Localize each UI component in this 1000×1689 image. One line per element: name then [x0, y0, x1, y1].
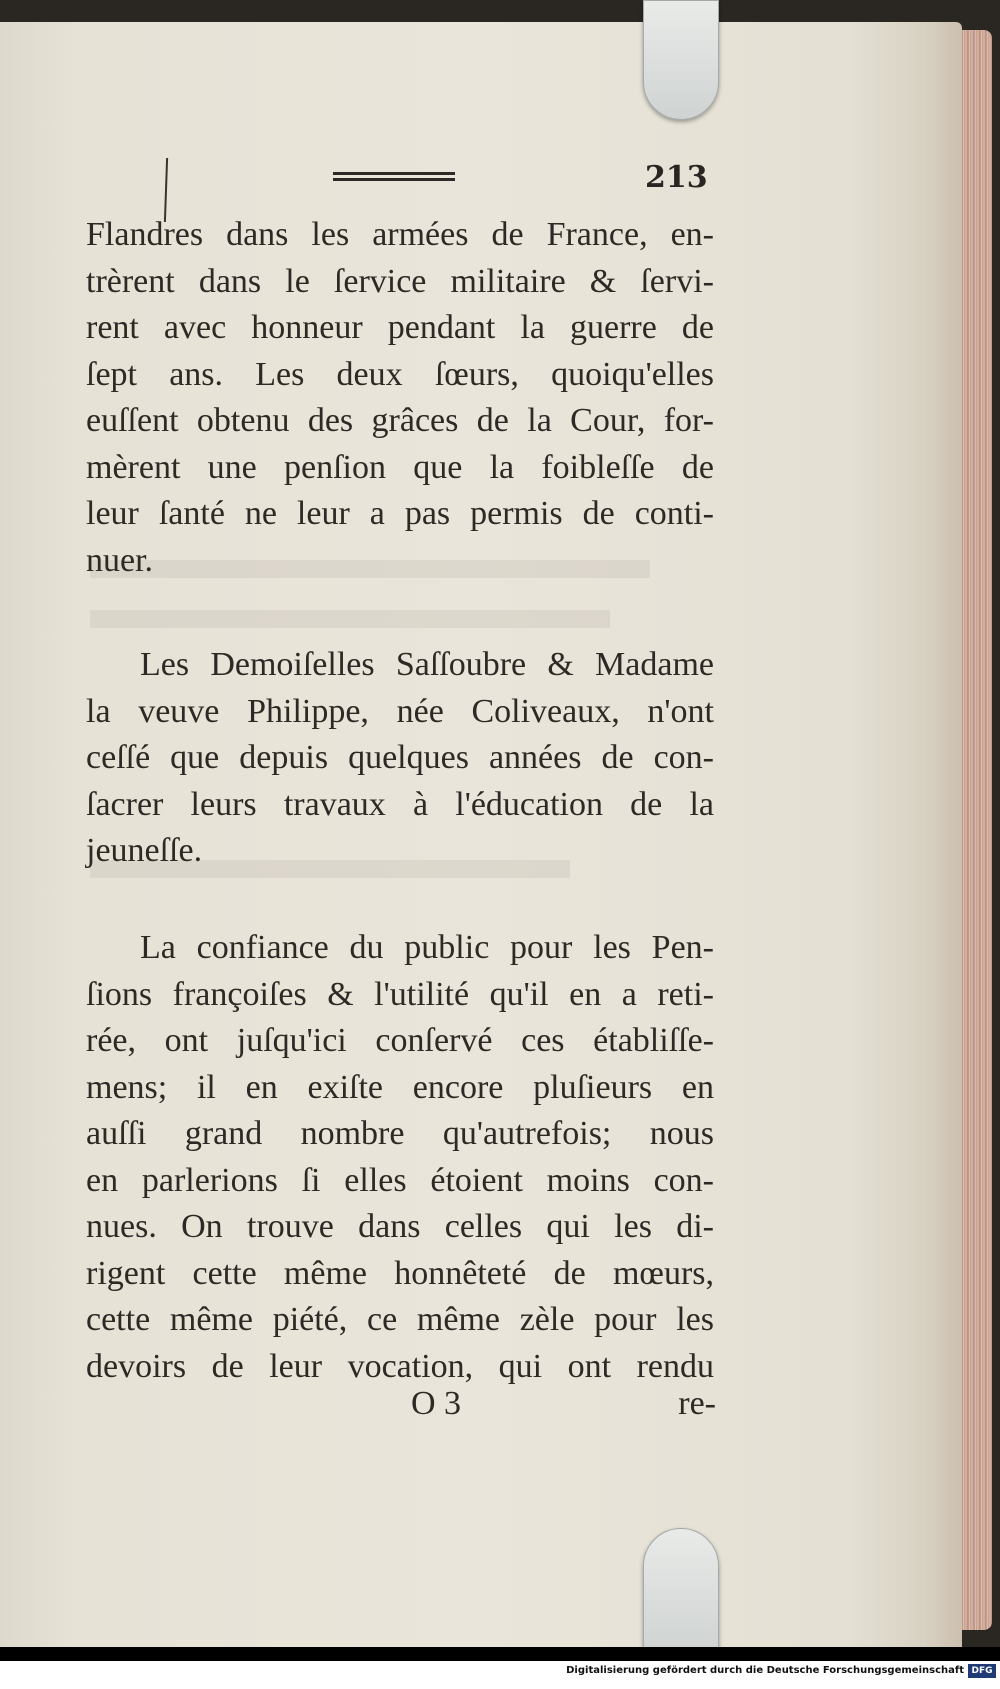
text-line: rigent cette même honnêteté de mœurs, [86, 1254, 714, 1292]
text-line: nues. On trouve dans celles qui les di- [86, 1208, 714, 1245]
text-line: La confiance du public pour les Pen- [140, 929, 714, 966]
text-line: rée, ont juſqu'ici conſervé ces établiſſe- [86, 1022, 714, 1059]
header-rule [333, 172, 455, 184]
text-line: cette même piété, ce même zèle pour les [86, 1301, 714, 1338]
text-line: leur ſanté ne leur a pas permis de conti- [86, 495, 714, 532]
text-line: mens; il en exiſte encore pluſieurs en [86, 1068, 714, 1106]
paragraph-1 [86, 212, 714, 584]
text-line: devoirs de leur vocation, qui ont rendu [86, 1347, 714, 1385]
text-line: ſacrer leurs travaux à l'éducation de la [86, 785, 714, 823]
text-line: en parlerions ſi elles étoient moins con- [86, 1161, 714, 1199]
funding-credit: Digitalisierung gefördert durch die Deutsche Forschungsgemeinschaft [566, 1665, 964, 1676]
text-line: Flandres dans les armées de France, en- [86, 216, 714, 253]
catchword: re- [678, 1385, 716, 1422]
text-line: la veuve Philippe, née Coliveaux, n'ont [86, 692, 714, 730]
text-line: ceſſé que depuis quelques années de con- [86, 739, 714, 776]
signature-mark: O 3 [411, 1385, 462, 1422]
text-line: euſſent obtenu des grâces de la Cour, for- [86, 402, 714, 439]
text-line: ſept ans. Les deux ſœurs, quoiqu'elles [86, 355, 714, 393]
text-line: nuer. [86, 541, 154, 579]
bleed-through [90, 610, 610, 628]
scan-bottom-edge [0, 1647, 1000, 1661]
page-clip-top [643, 0, 719, 120]
text-line: Les Demoiſelles Saſſoubre & Madame [140, 646, 714, 683]
paragraph-3 [86, 925, 714, 1390]
text-line: trèrent dans le ſervice militaire & ſervi- [86, 262, 714, 300]
dfg-logo: DFG [968, 1664, 996, 1678]
text-line: ſions françoiſes & l'utilité qu'il en a reti- [86, 975, 714, 1013]
page-clip-bottom [643, 1528, 719, 1652]
text-line: jeuneſſe. [86, 832, 203, 869]
paragraph-2 [86, 642, 714, 875]
page-number: 213 [645, 160, 708, 195]
text-line: auſſi grand nombre qu'autrefois; nous [86, 1115, 714, 1152]
text-line: rent avec honneur pendant la guerre de [86, 309, 714, 346]
text-line: mèrent une penſion que la foibleſſe de [86, 448, 714, 486]
digitization-footer [0, 1661, 1000, 1689]
